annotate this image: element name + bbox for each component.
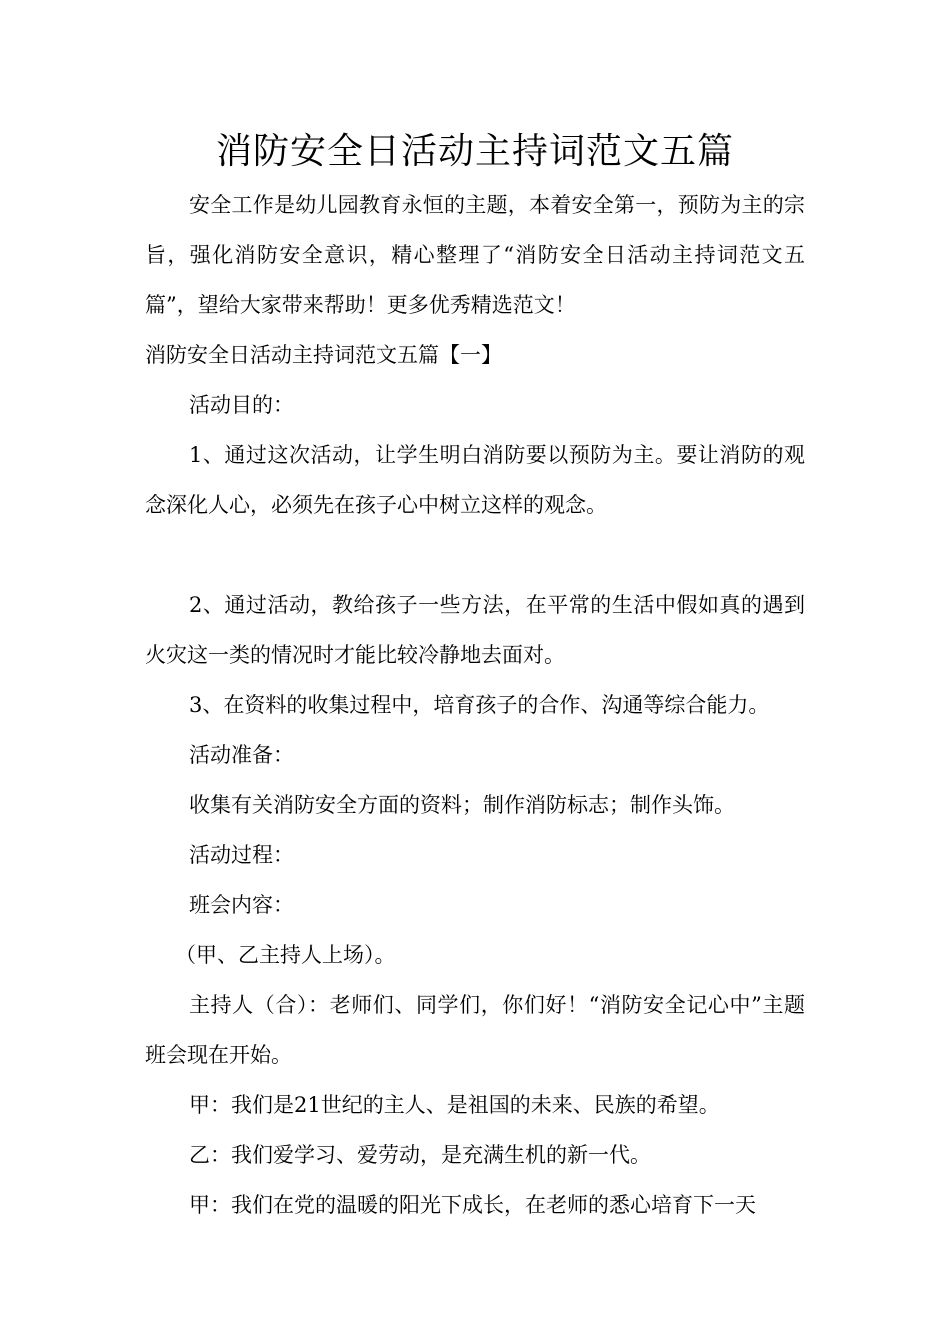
goal-item-3: 3、在资料的收集过程中，培育孩子的合作、沟通等综合能力。 [189, 693, 770, 717]
class-content-label: 班会内容： [189, 893, 294, 917]
activity-goal-label: 活动目的： [189, 393, 294, 417]
section-heading: 消防安全日活动主持词范文五篇【一】 [145, 343, 502, 367]
host-jia-line-2: 甲：我们在党的温暖的阳光下成长，在老师的悉心培育下一天 [189, 1193, 756, 1217]
blank-line [145, 530, 805, 580]
goal-item-1: 1、通过这次活动，让学生明白消防要以预防为主。要让消防的观念深化人心，必须先在孩子心中树立这样的观念。 [145, 443, 805, 517]
goal-item-2: 2、通过活动，教给孩子一些方法，在平常的生活中假如真的遇到火灾这一类的情况时才能比较冷静地去面对。 [145, 593, 805, 667]
activity-process-label: 活动过程： [189, 843, 294, 867]
document-body [145, 180, 805, 1230]
activity-prep-label: 活动准备： [189, 743, 294, 767]
host-jia-line-1: 甲：我们是21世纪的主人、是祖国的未来、民族的希望。 [189, 1093, 720, 1117]
stage-direction: （甲、乙主持人上场）。 [175, 943, 396, 967]
host-yi-line-1: 乙：我们爱学习、爱劳动，是充满生机的新一代。 [189, 1143, 651, 1167]
activity-prep-content: 收集有关消防安全方面的资料；制作消防标志；制作头饰。 [189, 793, 735, 817]
intro-paragraph: 安全工作是幼儿园教育永恒的主题，本着安全第一，预防为主的宗旨，强化消防安全意识，精心整理了“消防安全日活动主持词范文五篇”，望给大家带来帮助！更多优秀精选范文！ [145, 193, 805, 317]
document-title: 消防安全日活动主持词范文五篇 [215, 131, 734, 172]
host-opening: 主持人（合）：老师们、同学们，你们好！“消防安全记心中”主题班会现在开始。 [145, 993, 805, 1067]
